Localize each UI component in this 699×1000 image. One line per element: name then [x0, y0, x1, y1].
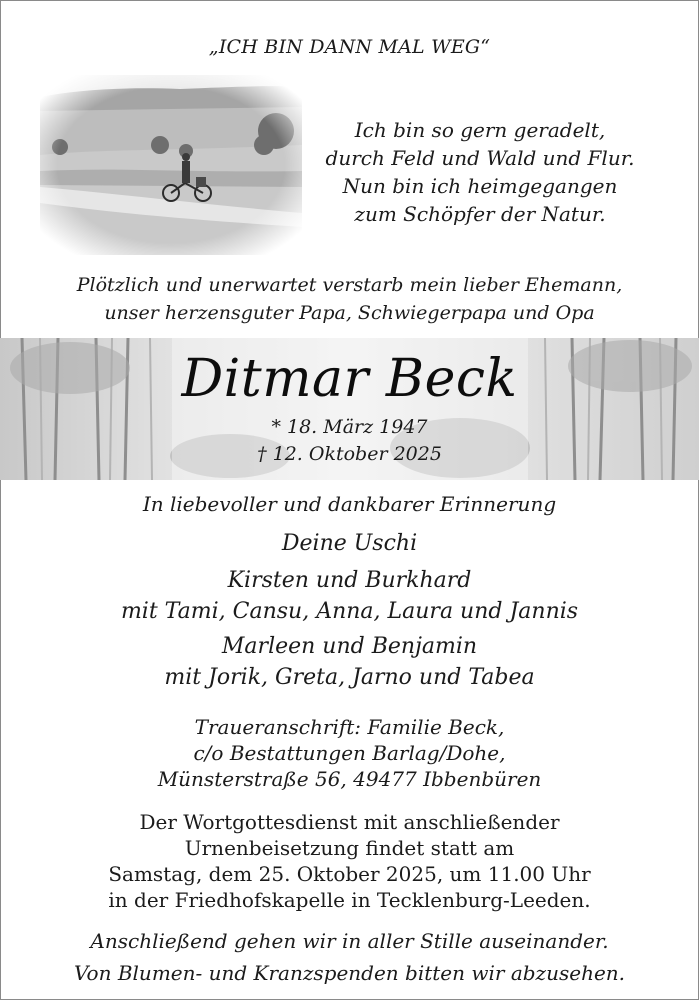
poem-line: Nun bin ich heimgegangen — [342, 174, 618, 198]
family-line: Deine Uschi — [281, 531, 418, 556]
service-line: Urnenbeisetzung findet statt am — [184, 836, 515, 860]
service-line: in der Friedhofskapelle in Tecklenburg-Leeden. — [108, 888, 591, 912]
poem-line: Ich bin so gern geradelt, — [354, 118, 606, 142]
address-line: c/o Bestattungen Barlag/Dohe, — [193, 741, 506, 765]
service-line: Samstag, dem 25. Oktober 2025, um 11.00 Uhr — [108, 862, 591, 886]
family-group — [0, 631, 699, 693]
family-line: Marleen und Benjamin — [221, 634, 478, 659]
life-dates — [0, 414, 699, 468]
death-date: † 12. Oktober 2025 — [257, 443, 442, 465]
closing-line: Von Blumen- und Kranzspenden bitten wir abzusehen. — [73, 961, 626, 985]
family-line: mit Jorik, Greta, Jarno und Tabea — [164, 665, 535, 690]
intro-line: unser herzensguter Papa, Schwiegerpapa und Opa — [104, 302, 595, 324]
closing-line: Anschließend gehen wir in aller Stille auseinander. — [90, 929, 609, 953]
family-line: Kirsten und Burkhard — [227, 568, 472, 593]
intro-text — [0, 271, 699, 327]
service-line: Der Wortgottesdienst mit anschließender — [139, 810, 560, 834]
poem — [305, 116, 655, 228]
mourning-address — [0, 714, 699, 792]
family-list — [0, 528, 699, 697]
closing-notes — [0, 925, 699, 989]
family-group — [0, 528, 699, 559]
service-info — [0, 809, 699, 913]
memory-line: In liebevoller und dankbarer Erinnerung — [142, 492, 557, 516]
deceased-name: Ditmar Beck — [181, 349, 518, 409]
motto: „ICH BIN DANN MAL WEG“ — [208, 36, 491, 58]
family-line: mit Tami, Cansu, Anna, Laura und Jannis — [120, 599, 579, 624]
birth-date: * 18. März 1947 — [271, 416, 428, 438]
address-line: Münsterstraße 56, 49477 Ibbenbüren — [157, 767, 542, 791]
poem-line: durch Feld und Wald und Flur. — [325, 146, 635, 170]
family-group — [0, 565, 699, 627]
intro-line: Plötzlich und unerwartet verstarb mein lieber Ehemann, — [76, 274, 623, 296]
cyclist-landscape-photo — [40, 75, 302, 255]
poem-line: zum Schöpfer der Natur. — [354, 202, 606, 226]
address-line: Traueranschrift: Familie Beck, — [194, 715, 505, 739]
